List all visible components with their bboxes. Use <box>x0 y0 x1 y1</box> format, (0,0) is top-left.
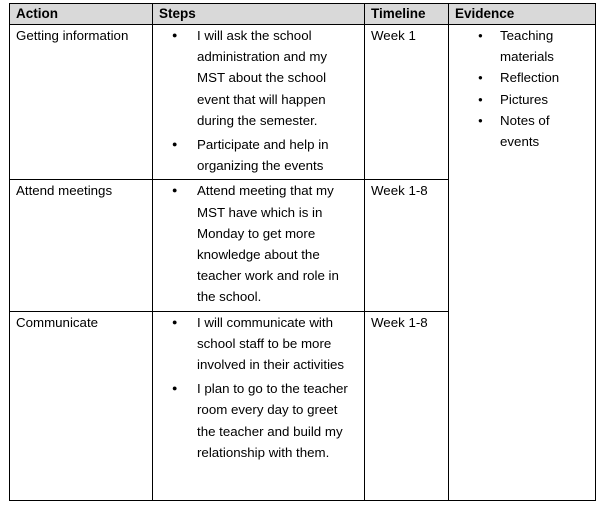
step-item: ● Attend meeting that my MST have which is in Monday to get more knowledge about the teacher work and role in the school. <box>159 180 358 307</box>
timeline-cell: Week 1-8 <box>365 311 449 500</box>
evidence-cell <box>449 25 596 501</box>
evidence-list <box>455 25 589 152</box>
steps-list <box>159 312 358 463</box>
table-row <box>10 25 596 180</box>
timeline-cell: Week 1-8 <box>365 180 449 311</box>
step-item: ● I plan to go to the teacher room every day to greet the teacher and build my relationship with them. <box>159 378 358 463</box>
evidence-item: ● Reflection <box>455 67 589 88</box>
step-item: ● Participate and help in organizing the events <box>159 134 358 176</box>
header-timeline: Timeline <box>365 4 449 25</box>
step-item: ● I will ask the school administration and my MST about the school event that will happen during the semester. <box>159 25 358 131</box>
timeline-cell: Week 1 <box>365 25 449 180</box>
steps-cell <box>153 180 365 311</box>
action-plan-table <box>9 3 596 501</box>
evidence-item: ● Pictures <box>455 89 589 110</box>
evidence-item: ● Teaching materials <box>455 25 589 67</box>
header-evidence: Evidence <box>449 4 596 25</box>
header-action: Action <box>10 4 153 25</box>
header-steps: Steps <box>153 4 365 25</box>
action-cell: Communicate <box>10 311 153 500</box>
step-item: ● I will communicate with school staff to be more involved in their activities <box>159 312 358 376</box>
action-cell: Attend meetings <box>10 180 153 311</box>
steps-list <box>159 180 358 307</box>
steps-cell <box>153 311 365 500</box>
steps-cell <box>153 25 365 180</box>
evidence-item: ● Notes of events <box>455 110 589 152</box>
action-cell: Getting information <box>10 25 153 180</box>
table-header-row <box>10 4 596 25</box>
steps-list <box>159 25 358 176</box>
action-plan-table-wrapper <box>9 3 595 501</box>
